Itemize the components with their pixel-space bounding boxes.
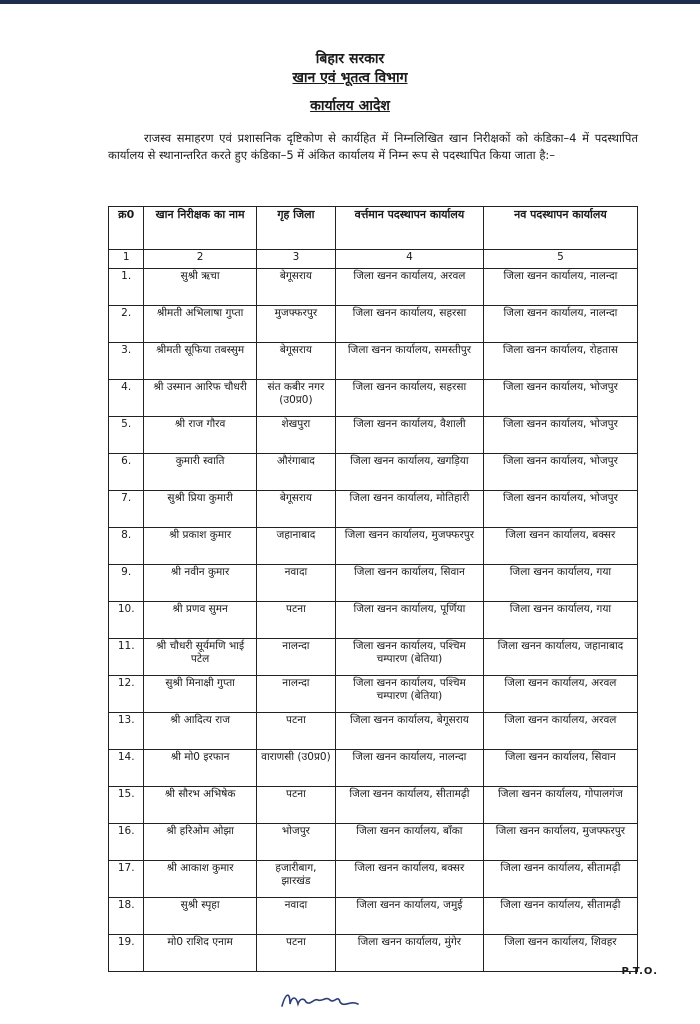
new-office: जिला खनन कार्यालय, रोहतास <box>483 343 637 380</box>
home-district: बेगूसराय <box>256 343 335 380</box>
inspector-name: सुश्री मिनाक्षी गुप्ता <box>144 676 256 713</box>
column-number: 4 <box>335 250 483 269</box>
current-office: जिला खनन कार्यालय, वैशाली <box>335 417 483 454</box>
inspector-name: श्री चौधरी सूर्यमणि भाई पटेल <box>144 639 256 676</box>
header-new-office: नव पदस्थापन कार्यालय <box>483 207 637 250</box>
table-body <box>109 269 638 972</box>
row-serial: 1. <box>109 269 144 306</box>
new-office: जिला खनन कार्यालय, भोजपुर <box>483 417 637 454</box>
current-office: जिला खनन कार्यालय, पश्चिम चम्पारण (बेतिया) <box>335 639 483 676</box>
current-office: जिला खनन कार्यालय, सहरसा <box>335 306 483 343</box>
new-office: जिला खनन कार्यालय, गया <box>483 602 637 639</box>
row-serial: 19. <box>109 935 144 972</box>
table-row <box>109 491 638 528</box>
inspector-name: कुमारी स्वाति <box>144 454 256 491</box>
header-inspector-name: खान निरीक्षक का नाम <box>144 207 256 250</box>
current-office: जिला खनन कार्यालय, मोतिहारी <box>335 491 483 528</box>
new-office: जिला खनन कार्यालय, गोपालगंज <box>483 787 637 824</box>
header-serial: क्र0 <box>109 207 144 250</box>
inspector-name: श्री सौरभ अभिषेक <box>144 787 256 824</box>
current-office: जिला खनन कार्यालय, सिवान <box>335 565 483 602</box>
new-office: जिला खनन कार्यालय, सिवान <box>483 750 637 787</box>
inspector-name: श्री राज गौरव <box>144 417 256 454</box>
home-district: भोजपुर <box>256 824 335 861</box>
inspector-name: सुश्री स्पृहा <box>144 898 256 935</box>
header-home-district: गृह जिला <box>256 207 335 250</box>
inspector-name: श्री मो0 इरफान <box>144 750 256 787</box>
table-row <box>109 454 638 491</box>
current-office: जिला खनन कार्यालय, सीतामढ़ी <box>335 787 483 824</box>
current-office: जिला खनन कार्यालय, समस्तीपुर <box>335 343 483 380</box>
home-district: नालन्दा <box>256 639 335 676</box>
row-serial: 11. <box>109 639 144 676</box>
new-office: जिला खनन कार्यालय, अरवल <box>483 713 637 750</box>
table-row <box>109 787 638 824</box>
row-serial: 17. <box>109 861 144 898</box>
new-office: जिला खनन कार्यालय, नालन्दा <box>483 306 637 343</box>
row-serial: 16. <box>109 824 144 861</box>
table-row <box>109 602 638 639</box>
current-office: जिला खनन कार्यालय, सहरसा <box>335 380 483 417</box>
inspector-name: सुश्री ऋचा <box>144 269 256 306</box>
table-row <box>109 565 638 602</box>
new-office: जिला खनन कार्यालय, शिवहर <box>483 935 637 972</box>
home-district: बेगूसराय <box>256 269 335 306</box>
home-district: वाराणसी (उ0प्र0) <box>256 750 335 787</box>
column-number: 3 <box>256 250 335 269</box>
table-row <box>109 750 638 787</box>
table-row <box>109 935 638 972</box>
current-office: जिला खनन कार्यालय, पूर्णिया <box>335 602 483 639</box>
row-serial: 12. <box>109 676 144 713</box>
column-number: 1 <box>109 250 144 269</box>
home-district: पटना <box>256 713 335 750</box>
table-row <box>109 824 638 861</box>
home-district: पटना <box>256 602 335 639</box>
home-district: नालन्दा <box>256 676 335 713</box>
column-number: 5 <box>483 250 637 269</box>
row-serial: 8. <box>109 528 144 565</box>
current-office: जिला खनन कार्यालय, बक्सर <box>335 861 483 898</box>
inspector-name: श्रीमती सूफिया तबस्सुम <box>144 343 256 380</box>
table-row <box>109 861 638 898</box>
current-office: जिला खनन कार्यालय, बेगूसराय <box>335 713 483 750</box>
current-office: जिला खनन कार्यालय, जमुई <box>335 898 483 935</box>
column-number-row <box>109 250 638 269</box>
new-office: जिला खनन कार्यालय, गया <box>483 565 637 602</box>
new-office: जिला खनन कार्यालय, सीतामढ़ी <box>483 898 637 935</box>
inspector-name: श्री नवीन कुमार <box>144 565 256 602</box>
table-row <box>109 528 638 565</box>
row-serial: 7. <box>109 491 144 528</box>
table-row <box>109 306 638 343</box>
table-row <box>109 898 638 935</box>
department-title: खान एवं भूतत्व विभाग <box>292 70 408 86</box>
new-office: जिला खनन कार्यालय, भोजपुर <box>483 454 637 491</box>
current-office: जिला खनन कार्यालय, अरवल <box>335 269 483 306</box>
home-district: जहानाबाद <box>256 528 335 565</box>
current-office: जिला खनन कार्यालय, बाँका <box>335 824 483 861</box>
home-district: शेखपुरा <box>256 417 335 454</box>
signature-image <box>278 988 368 1014</box>
table-row <box>109 269 638 306</box>
government-title: बिहार सरकार <box>315 51 385 67</box>
new-office: जिला खनन कार्यालय, सीतामढ़ी <box>483 861 637 898</box>
row-serial: 10. <box>109 602 144 639</box>
table-header-row <box>109 207 638 250</box>
row-serial: 2. <box>109 306 144 343</box>
current-office: जिला खनन कार्यालय, मुजफ्फरपुर <box>335 528 483 565</box>
column-number: 2 <box>144 250 256 269</box>
inspector-name: सुश्री प्रिया कुमारी <box>144 491 256 528</box>
top-accent-bar <box>0 0 700 4</box>
pto-note: P.T.O. <box>621 966 658 977</box>
current-office: जिला खनन कार्यालय, खगड़िया <box>335 454 483 491</box>
new-office: जिला खनन कार्यालय, जहानाबाद <box>483 639 637 676</box>
home-district: नवादा <box>256 898 335 935</box>
new-office: जिला खनन कार्यालय, भोजपुर <box>483 491 637 528</box>
order-title: कार्यालय आदेश <box>310 98 390 114</box>
current-office: जिला खनन कार्यालय, पश्चिम चम्पारण (बेतिया) <box>335 676 483 713</box>
new-office: जिला खनन कार्यालय, बक्सर <box>483 528 637 565</box>
home-district: पटना <box>256 787 335 824</box>
home-district: औरंगाबाद <box>256 454 335 491</box>
home-district: मुजफ्फरपुर <box>256 306 335 343</box>
inspector-name: श्रीमती अभिलाषा गुप्ता <box>144 306 256 343</box>
inspector-name: मो0 राशिद एनाम <box>144 935 256 972</box>
new-office: जिला खनन कार्यालय, मुजफ्फरपुर <box>483 824 637 861</box>
table-row <box>109 639 638 676</box>
row-serial: 13. <box>109 713 144 750</box>
intro-paragraph: राजस्व समाहरण एवं प्रशासनिक दृष्टिकोण से कार्यहित में निम्नलिखित खान निरीक्षकों को कंडिका–4 में पदस्थापित कार्यालय से स्थानान्तरित करते हुए कंडिका–5 में अंकित कार्यालय में निम्न रूप से पदस्थापित किया जाता है:– <box>108 131 638 162</box>
inspector-name: श्री प्रणव सुमन <box>144 602 256 639</box>
row-serial: 5. <box>109 417 144 454</box>
inspector-name: श्री उस्मान आरिफ चौधरी <box>144 380 256 417</box>
home-district: संत कबीर नगर (उ0प्र0) <box>256 380 335 417</box>
table-row <box>109 343 638 380</box>
document-header <box>0 50 700 116</box>
new-office: जिला खनन कार्यालय, भोजपुर <box>483 380 637 417</box>
new-office: जिला खनन कार्यालय, अरवल <box>483 676 637 713</box>
home-district: नवादा <box>256 565 335 602</box>
table-row <box>109 676 638 713</box>
row-serial: 6. <box>109 454 144 491</box>
table-row <box>109 380 638 417</box>
transfer-table <box>108 206 638 972</box>
table-row <box>109 417 638 454</box>
row-serial: 9. <box>109 565 144 602</box>
row-serial: 3. <box>109 343 144 380</box>
home-district: पटना <box>256 935 335 972</box>
table-row <box>109 713 638 750</box>
row-serial: 18. <box>109 898 144 935</box>
home-district: हजारीबाग, झारखंड <box>256 861 335 898</box>
row-serial: 15. <box>109 787 144 824</box>
inspector-name: श्री हरिओम ओझा <box>144 824 256 861</box>
header-current-office: वर्त्तमान पदस्थापन कार्यालय <box>335 207 483 250</box>
current-office: जिला खनन कार्यालय, नालन्दा <box>335 750 483 787</box>
home-district: बेगूसराय <box>256 491 335 528</box>
current-office: जिला खनन कार्यालय, मुंगेर <box>335 935 483 972</box>
row-serial: 14. <box>109 750 144 787</box>
inspector-name: श्री आदित्य राज <box>144 713 256 750</box>
inspector-name: श्री प्रकाश कुमार <box>144 528 256 565</box>
inspector-name: श्री आकाश कुमार <box>144 861 256 898</box>
row-serial: 4. <box>109 380 144 417</box>
new-office: जिला खनन कार्यालय, नालन्दा <box>483 269 637 306</box>
